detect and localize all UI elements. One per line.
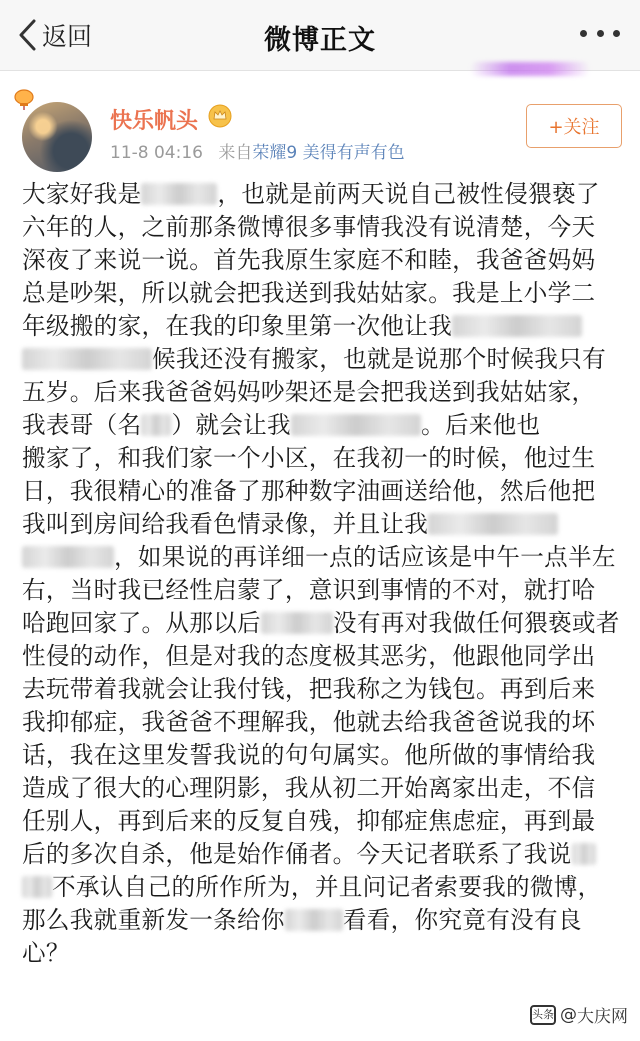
post-body [22,178,626,970]
post-body-line [22,178,626,211]
post-body-line [22,871,626,904]
post-body-line [22,706,626,739]
post-text-segment: 。后来他也 [420,411,541,439]
redacted-text [141,183,217,205]
post-body-line [22,343,626,376]
redacted-text [22,876,52,898]
redacted-text [572,843,596,865]
post-text-segment: 大家好我是 [22,180,142,208]
post-meta [110,138,405,163]
back-label: 返回 [42,22,93,51]
post-text-segment: ，如果说的再详细一点的话应该是中午一点半左 [114,543,616,571]
post-text-segment: 六年的人，之前那条微博很多事情我没有说清楚，今天 [22,213,596,241]
post-text-segment: 深夜了来说一说。首先我原生家庭不和睦，我爸爸妈妈 [22,246,596,274]
post-text-segment: ，也就是前两天说自己被性侵猥亵了 [217,180,600,208]
post-body-line [22,805,626,838]
post-body-line [22,211,626,244]
post-body-line [22,310,626,343]
post-text-segment: 后的多次自杀，他是始作俑者。今天记者联系了我说 [22,840,572,868]
post-body-line [22,376,626,409]
source-device[interactable]: 荣耀9 美得有声有色 [252,143,405,163]
post-body-line [22,508,626,541]
post-text-segment: 没有再对我做任何猥亵或者 [332,609,620,637]
post-text-segment: 去玩带着我就会让我付钱，把我称之为钱包。再到后来 [22,675,596,703]
redacted-text [285,909,343,931]
post-text-segment: 我抑郁症，我爸爸不理解我，他就去给我爸爸说我的坏 [22,708,596,736]
post-body-line [22,607,626,640]
source-watermark [530,1002,628,1027]
post-text-segment: 总是吵架，所以就会把我送到我姑姑家。我是上小学二 [22,279,596,307]
post-body-line [22,673,626,706]
post-text-segment: 右，当时我已经性启蒙了，意识到事情的不对，就打哈 [22,576,596,604]
post-body-line [22,409,626,442]
post-body-line [22,838,626,871]
follow-button[interactable]: +关注 [526,104,622,148]
source-prefix: 来自 [218,143,253,163]
post-text-segment: 看看，你究竟有没有良 [342,906,582,934]
post-text-segment: 话，我在这里发誓我说的句句属实。他所做的事情给我 [22,741,596,769]
post-text-segment: 哈跑回家了。从那以后 [22,609,261,637]
at-sign: @ [560,1004,577,1025]
redacted-text [22,348,152,370]
post-text-segment: 任别人，再到后来的反复自残，抑郁症焦虑症，再到最 [22,807,596,835]
lantern-icon [10,88,38,110]
redacted-text [428,513,558,535]
post-text-segment: 日，我很精心的准备了那种数字油画送给他，然后他把 [22,477,596,505]
post-text-segment: 候我还没有搬家，也就是说那个时候我只有 [152,345,606,373]
post-body-line [22,277,626,310]
post-body-line [22,244,626,277]
author-name[interactable]: 快乐帆头 [110,109,199,134]
post-body-line [22,640,626,673]
redacted-text [141,414,171,436]
post-text-segment: 年级搬的家，在我的印象里第一次他让我 [22,312,453,340]
post-text-segment: 搬家了，和我们家一个小区，在我初一的时候，他过生 [22,444,596,472]
post-text-segment: 造成了很大的心理阴影，我从初二开始离家出走，不信 [22,774,596,802]
post-text-segment: 不承认自己的所作所为，并且问记者索要我的微博， [52,873,602,901]
post-text-segment: ）就会让我 [171,411,291,439]
post-body-line [22,739,626,772]
watermark-account: 大庆网 [577,1007,628,1027]
redacted-text [291,414,421,436]
post-text-segment: 我叫到房间给我看色情录像，并且让我 [22,510,429,538]
post-text-segment: 我表哥（名 [22,411,142,439]
post-body-line [22,541,626,574]
post-body-line [22,475,626,508]
page-title: 微博正文 [264,25,376,56]
post-body-line [22,772,626,805]
redacted-text [261,612,333,634]
redacted-text [452,315,582,337]
post-text-segment: 那么我就重新发一条给你 [22,906,285,934]
redacted-text [22,546,114,568]
post-body-line [22,904,626,937]
post-time: 11-8 04:16 [110,143,203,163]
post-body-line [22,937,626,970]
post-body-line [22,442,626,475]
vip-crown-icon [208,104,232,128]
top-nav-bar [0,0,640,71]
post-text-segment: 五岁。后来我爸爸妈妈吵架还是会把我送到我姑姑家， [22,378,596,406]
decorative-banner-strip [470,62,590,76]
post-body-line [22,574,626,607]
toutiao-logo: 头条 [530,1005,556,1025]
more-options-icon[interactable] [580,30,620,40]
post-text-segment: 性侵的动作，但是对我的态度极其恶劣，他跟他同学出 [22,642,596,670]
post-text-segment: 心？ [22,939,70,967]
avatar[interactable] [22,102,92,172]
